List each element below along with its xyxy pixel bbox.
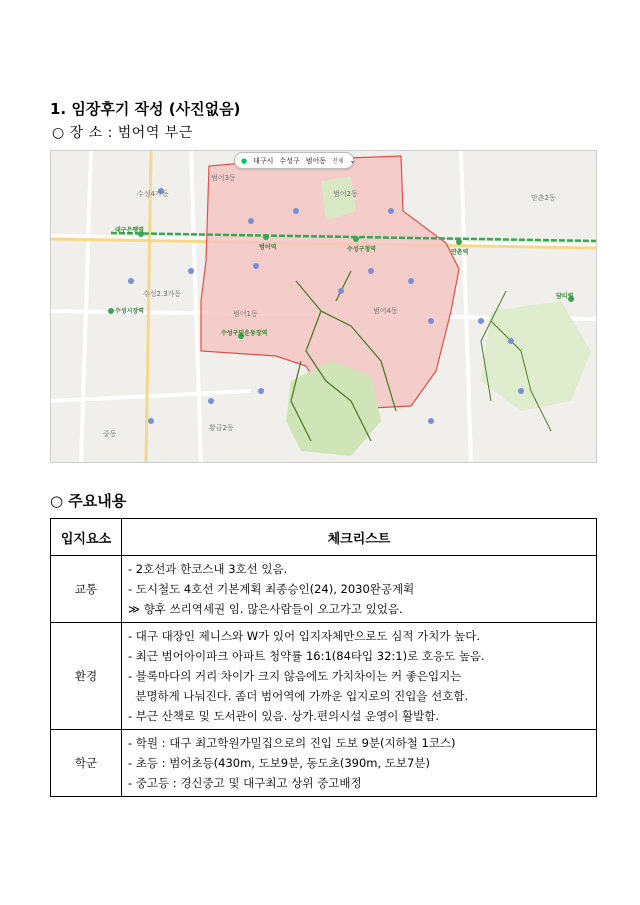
station-manchon: 만촌역 [451,249,469,256]
label-beomeo1: 범어1동 [233,310,258,318]
station-suseong-market: 수성시장역 [115,308,144,315]
list-item: - 대구 대장인 제니스와 W가 있어 입지자체만으로도 심적 가치가 높다. [128,629,481,643]
list-item: - 초등 : 범어초등(430m, 도보9분, 동도초(390m, 도보7분) [128,756,430,770]
location-pin-icon: ● [241,157,248,165]
table-row-traffic [51,556,597,623]
label-hwanggeum2: 황금2동 [209,424,234,432]
list-item: 분명하게 나눠진다. 좀더 범어역에 가까운 입지로의 진입을 선호함. [128,689,469,703]
list-item: - 학원 : 대구 최고학원가밀집으로의 진입 도보 9분(지하철 1코스) [128,736,456,750]
list-item: - 블록마다의 거리 차이가 크지 않음에도 가치차이는 커 좋은입지는 [128,669,462,683]
map-image [50,150,597,463]
category-school: 학군 [51,730,122,797]
station-damti: 담티역 [556,293,574,300]
category-environment: 환경 [51,623,122,730]
station-daegu-bank: 대구은행역 [115,227,144,234]
category-traffic: 교통 [51,556,122,623]
table-header-row [51,519,597,556]
environment-items [122,623,597,730]
list-item: - 2호선과 한코스내 3호선 있음. [128,562,288,576]
checklist-table [50,518,597,797]
list-item: - 최근 범어아이파크 아파트 청약률 16:1(84타입 32:1)로 호응도 높음. [128,649,485,663]
label-jung: 중동 [103,430,117,438]
map-search-bar[interactable] [234,152,354,169]
traffic-items [122,556,597,623]
map-district[interactable]: 수성구 [279,157,300,165]
station-stadium: 수성구민운동장역 [221,330,268,337]
label-beomeo4: 범어4동 [373,307,398,315]
label-beomeo3: 범어3동 [211,174,236,182]
label-manchon2: 만촌2동 [531,194,556,202]
label-beomeo2: 범어2동 [333,190,358,198]
chevron-down-icon[interactable]: ⌄ [349,157,356,165]
list-item: ≫ 향후 쓰리역세권 임. 많은사람들이 오고가고 있었음. [128,602,403,616]
map-dong[interactable]: 범어동 [305,157,326,165]
label-suseong4: 수성4가동 [137,190,169,198]
table-row-environment [51,623,597,730]
map-city[interactable]: 대구시 [253,157,274,165]
label-suseong23: 수성2.3가동 [143,290,182,298]
header-category: 입지요소 [51,519,122,556]
location-label: ○ 장 소 : 범어역 부근 [52,125,193,141]
section1-title: 1. 임장후기 작성 (사진없음) [50,100,241,118]
list-item: - 부근 산책로 및 도서관이 있음. 상가.편의시설 운영이 활발함. [128,709,439,723]
map-all-button[interactable]: 전체 [332,158,344,165]
list-item: - 중고등 : 경신중고 및 대구최고 상위 중고배정 [128,776,362,790]
table-row-school [51,730,597,797]
section2-title: ○ 주요내용 [50,492,127,510]
header-checklist: 체크리스트 [122,519,597,556]
list-item: - 도시철도 4호선 기본계획 최종승인(24), 2030완공계획 [128,582,415,596]
station-suseong-office: 수성구청역 [347,246,376,253]
school-items [122,730,597,797]
station-beomeo: 범어역 [259,244,277,251]
